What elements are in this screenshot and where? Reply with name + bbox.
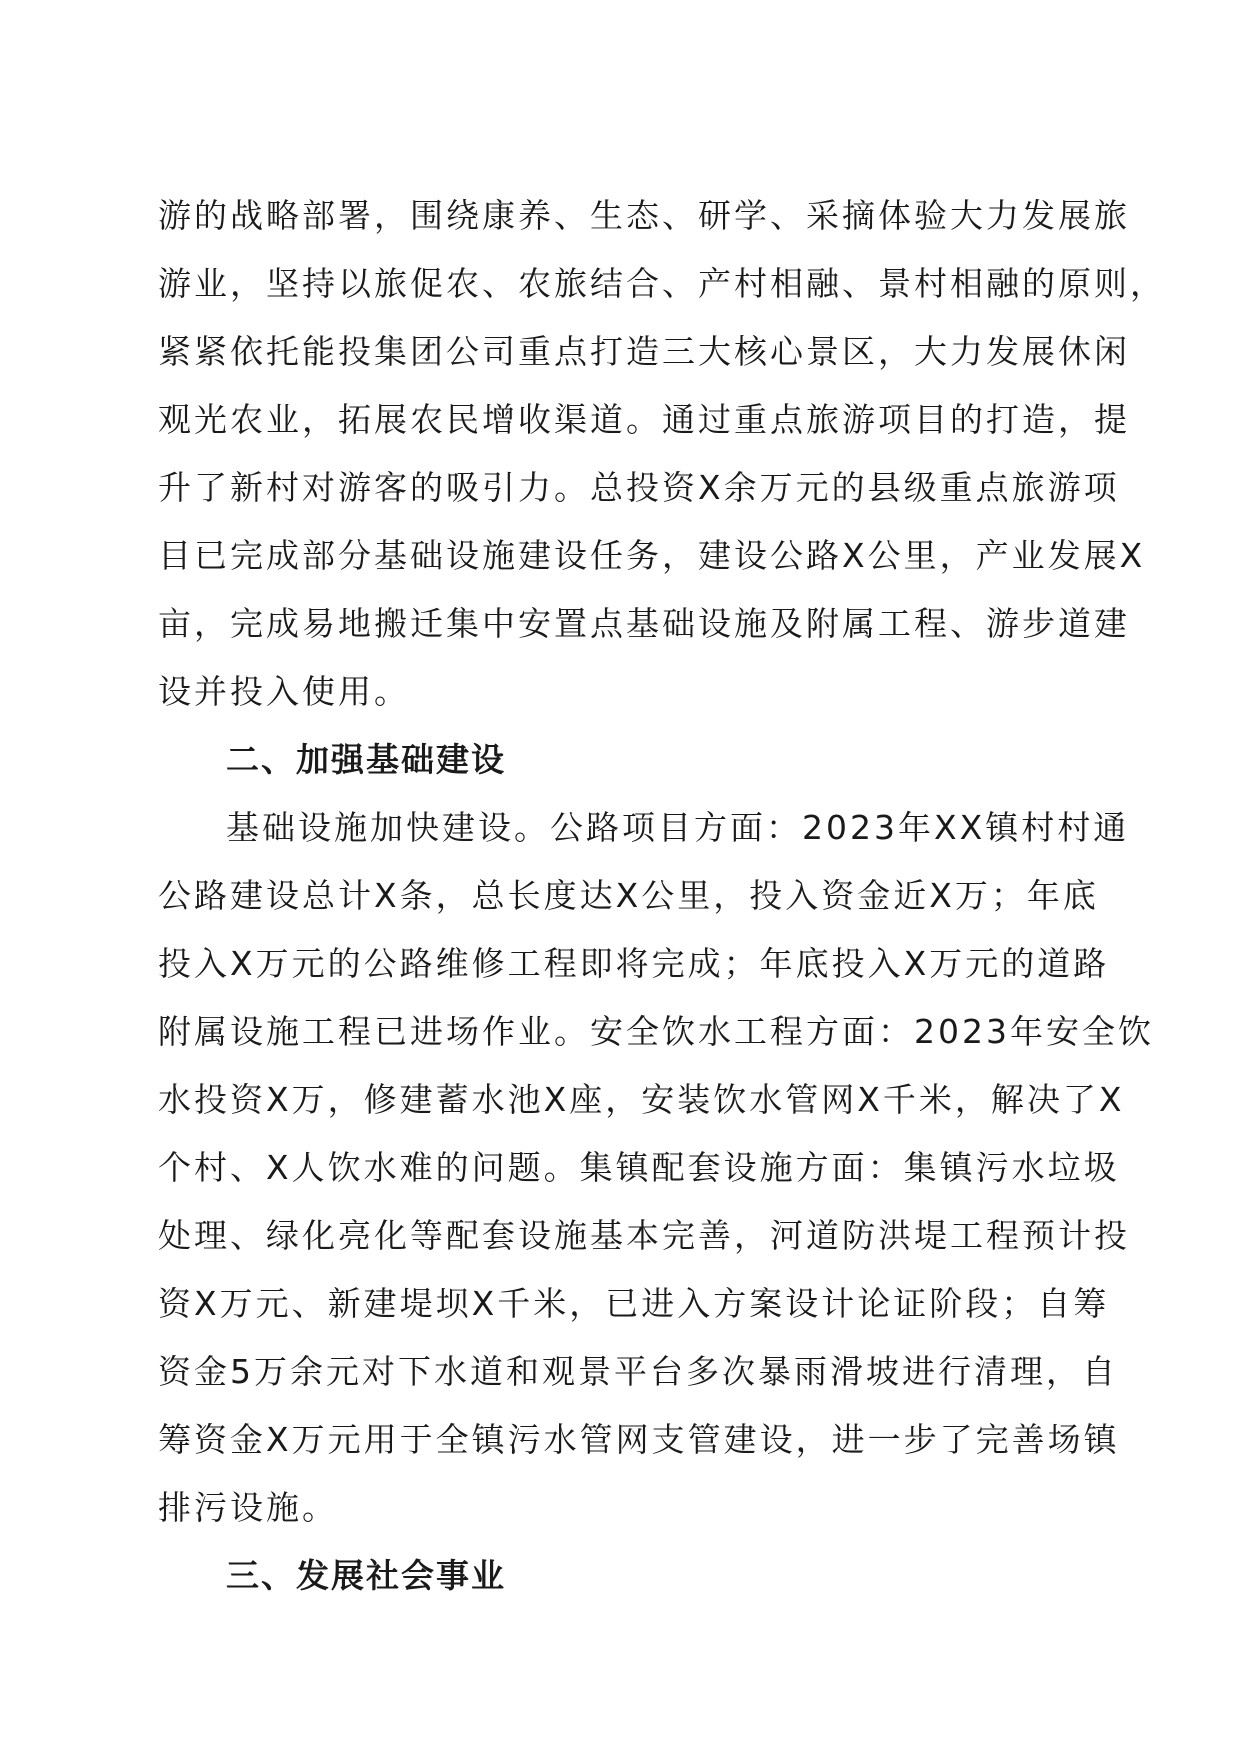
paragraph-line: 升了新村对游客的吸引力。总投资X余万元的县级重点旅游项 — [158, 468, 1120, 507]
paragraph-line: 附属设施工程已进场作业。安全饮水工程方面：2023年安全饮 — [158, 1012, 1154, 1051]
paragraph-line: 资X万元、新建堤坝X千米，已进入方案设计论证阶段；自筹 — [158, 1284, 1110, 1323]
paragraph-tourism — [158, 182, 1166, 726]
paragraph-line: 资金5万余元对下水道和观景平台多次暴雨滑坡进行清理，自 — [158, 1352, 1118, 1391]
paragraph-line: 基础设施加快建设。公路项目方面：2023年XX镇村村通 — [226, 808, 1130, 847]
section-heading-infrastructure: 二、加强基础建设 — [226, 740, 506, 779]
paragraph-line: 投入X万元的公路维修工程即将完成；年底投入X万元的道路 — [158, 944, 1110, 983]
paragraph-line: 个村、X人饮水难的问题。集镇配套设施方面：集镇污水垃圾 — [158, 1148, 1120, 1187]
paragraph-line: 紧紧依托能投集团公司重点打造三大核心景区，大力发展休闲 — [158, 332, 1130, 371]
paragraph-line: 目已完成部分基础设施建设任务，建设公路X公里，产业发展X — [158, 536, 1146, 575]
paragraph-line: 筹资金X万元用于全镇污水管网支管建设，进一步了完善场镇 — [158, 1420, 1120, 1459]
paragraph-line: 公路建设总计X条，总长度达X公里，投入资金近X万；年底 — [158, 876, 1099, 915]
paragraph-line: 设并投入使用。 — [158, 672, 410, 711]
paragraph-line: 处理、绿化亮化等配套设施基本完善，河道防洪堤工程预计投 — [158, 1216, 1130, 1255]
paragraph-line: 游的战略部署，围绕康养、生态、研学、采摘体验大力发展旅 — [158, 196, 1130, 235]
paragraph-line: 游业，坚持以旅促农、农旅结合、产村相融、景村相融的原则， — [158, 264, 1166, 303]
paragraph-line: 排污设施。 — [158, 1488, 338, 1527]
paragraph-line: 水投资X万，修建蓄水池X座，安装饮水管网X千米，解决了X — [158, 1080, 1125, 1119]
paragraph-line: 观光农业，拓展农民增收渠道。通过重点旅游项目的打造，提 — [158, 400, 1130, 439]
section-heading-social: 三、发展社会事业 — [226, 1556, 506, 1595]
paragraph-line: 亩，完成易地搬迁集中安置点基础设施及附属工程、游步道建 — [158, 604, 1130, 643]
paragraph-infrastructure — [158, 794, 1154, 1542]
document-body — [158, 182, 1166, 1610]
